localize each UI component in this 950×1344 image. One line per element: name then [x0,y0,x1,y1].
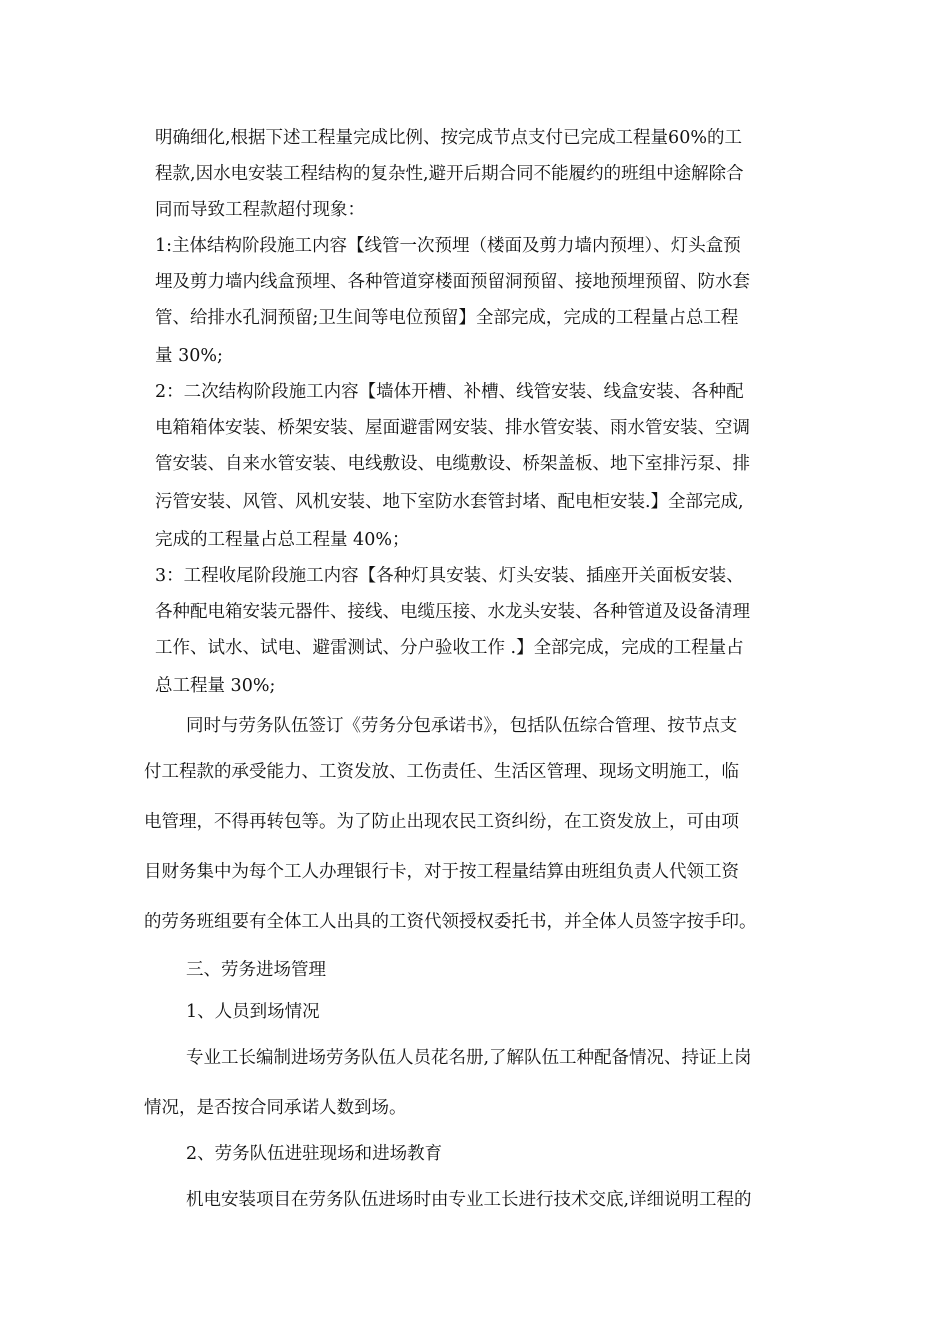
text-line: 3：工程收尾阶段施工内容【各种灯具安装、灯头安装、插座开关面板安装、 [155,566,744,586]
text-line: 电箱箱体安装、桥架安装、屋面避雷网安装、排水管安装、雨水管安装、空调 [155,418,750,438]
text-line: 同时与劳务队伍签订《劳务分包承诺书》，包括队伍综合管理、按节点支 [186,716,738,736]
text-line: 同而导致工程款超付现象： [155,200,365,220]
subsection-heading: 2、劳务队伍进驻现场和进场教育 [186,1144,443,1164]
text-line: 管安装、自来水管安装、电线敷设、电缆敷设、桥架盖板、地下室排污泵、排 [155,454,750,474]
section-heading: 三、劳务进场管理 [186,960,326,980]
text-line: 完成的工程量占总工程量 40%； [155,530,410,550]
text-line: 各种配电箱安装元器件、接线、电缆压接、水龙头安装、各种管道及设备清理 [155,602,750,622]
text-line: 管、给排水孔洞预留;卫生间等电位预留】全部完成，完成的工程量占总工程 [155,308,739,328]
text-line: 1:主体结构阶段施工内容【线管一次预埋（楼面及剪力墙内预埋）、灯头盒预 [155,236,741,256]
text-line: 付工程款的承受能力、工资发放、工伤责任、生活区管理、现场文明施工，临 [144,762,739,782]
text-line: 埋及剪力墙内线盒预埋、各种管道穿楼面预留洞预留、接地预埋预留、防水套 [155,272,750,292]
text-line: 机电安装项目在劳务队伍进场时由专业工长进行技术交底,详细说明工程的 [186,1190,752,1210]
text-line: 目财务集中为每个工人办理银行卡，对于按工程量结算由班组负责人代领工资 [144,862,739,882]
text-line: 总工程量 30%; [155,676,276,696]
text-line: 情况，是否按合同承诺人数到场。 [144,1098,407,1118]
text-line: 工作、试水、试电、避雷测试、分户验收工作 .】全部完成，完成的工程量占 [155,638,744,658]
text-line: 量 30%; [155,346,223,366]
text-line: 污管安装、风管、风机安装、地下室防水套管封堵、配电柜安装.】全部完成, [155,492,744,512]
text-line: 的劳务班组要有全体工人出具的工资代领授权委托书，并全体人员签字按手印。 [144,912,757,932]
text-line: 明确细化,根据下述工程量完成比例、按完成节点支付已完成工程量60%的工 [155,128,742,148]
text-line: 专业工长编制进场劳务队伍人员花名册,了解队伍工种配备情况、持证上岗 [186,1048,752,1068]
text-line: 电管理，不得再转包等。为了防止出现农民工资纠纷，在工资发放上，可由项 [144,812,739,832]
text-line: 程款,因水电安装工程结构的复杂性,避开后期合同不能履约的班组中途解除合 [155,164,744,184]
subsection-heading: 1、人员到场情况 [186,1002,320,1022]
text-line: 2：二次结构阶段施工内容【墙体开槽、补槽、线管安装、线盒安装、各种配 [155,382,744,402]
